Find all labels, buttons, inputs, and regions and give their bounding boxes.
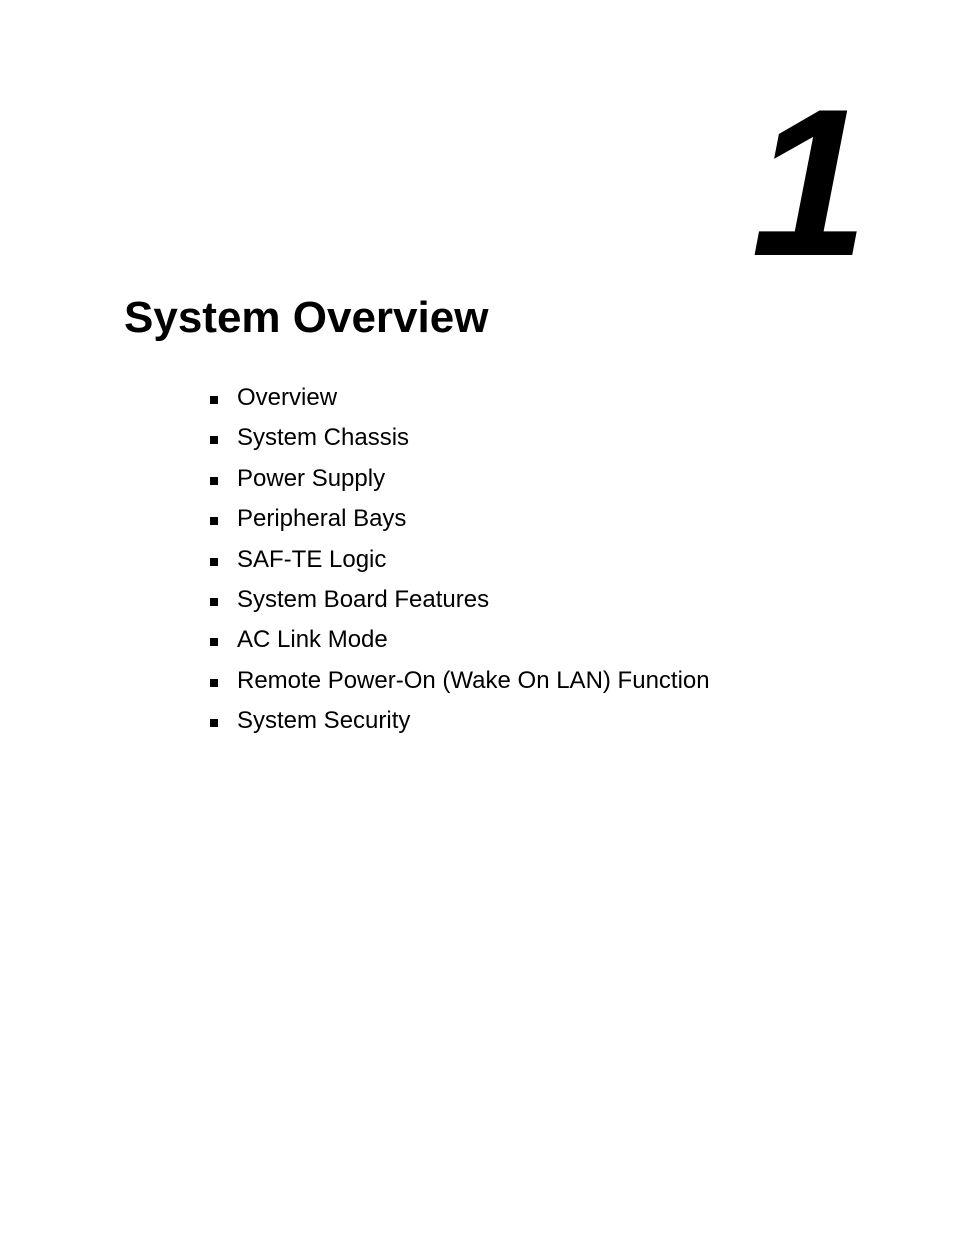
topic-item: [210, 545, 710, 585]
topic-item: [210, 383, 710, 423]
topic-label: System Chassis: [237, 424, 410, 452]
chapter-title: System Overview: [124, 293, 489, 342]
topic-label: AC Link Mode: [237, 626, 388, 654]
topic-item: [210, 464, 710, 504]
topic-label: System Board Features: [237, 585, 490, 613]
chapter-topic-list: [210, 383, 710, 747]
topic-label: System Security: [237, 707, 411, 735]
topic-label: SAF-TE Logic: [237, 545, 387, 573]
topic-item: [210, 423, 710, 463]
square-bullet-icon: [210, 396, 218, 404]
square-bullet-icon: [210, 558, 218, 566]
square-bullet-icon: [210, 517, 218, 525]
topic-item: [210, 504, 710, 544]
topic-label: Peripheral Bays: [237, 505, 407, 533]
square-bullet-icon: [210, 679, 218, 687]
topic-item: [210, 706, 710, 746]
topic-label: Remote Power-On (Wake On LAN) Function: [237, 666, 710, 694]
square-bullet-icon: [210, 477, 218, 485]
chapter-number: 1: [751, 65, 864, 300]
square-bullet-icon: [210, 719, 218, 727]
topic-item: [210, 625, 710, 665]
topic-label: Power Supply: [237, 464, 386, 492]
square-bullet-icon: [210, 598, 218, 606]
square-bullet-icon: [210, 436, 218, 444]
topic-label: Overview: [237, 384, 338, 411]
topic-item: [210, 585, 710, 625]
topic-item: [210, 666, 710, 706]
square-bullet-icon: [210, 638, 218, 646]
